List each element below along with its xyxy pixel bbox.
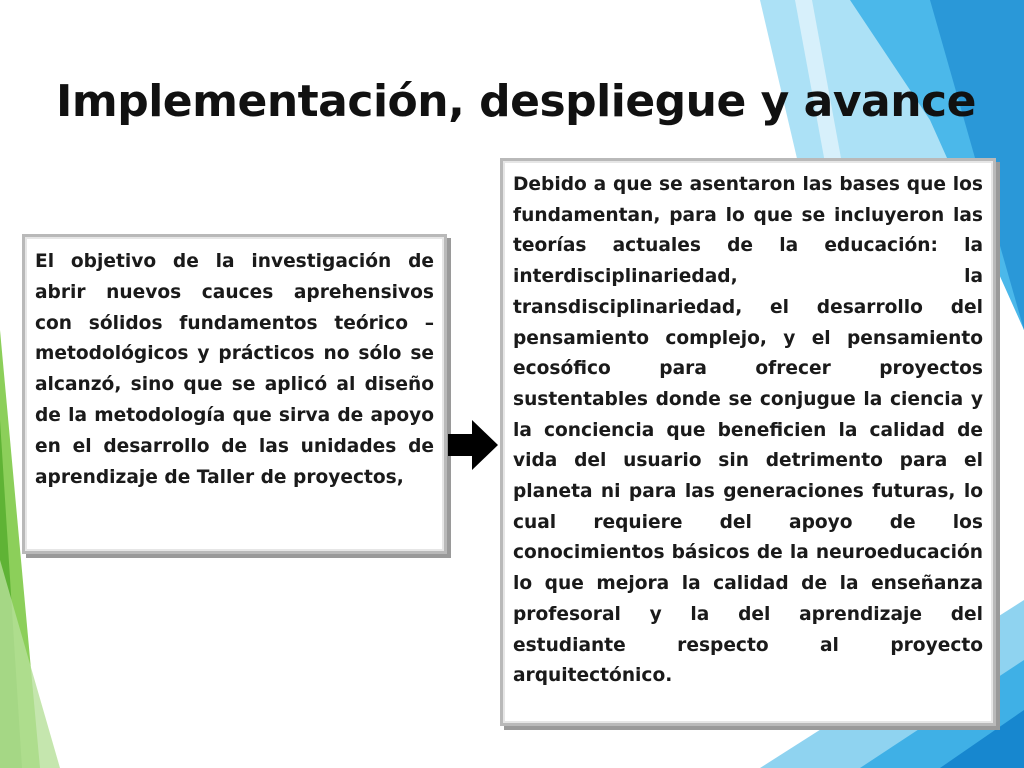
objective-text-box bbox=[22, 234, 447, 554]
slide-title: Implementación, despliegue y avance bbox=[56, 76, 976, 127]
explanation-text: Debido a que se asentaron las bases que los fundamentan, para lo que se incluyeron las teorías actuales de la educación: la interdisciplinariedad, la transdisciplinariedad, el desarrollo del pensamiento complejo, y el pensamiento ecosófico para ofrecer proyectos sustentables donde se conjugue la ciencia y la conciencia que beneficien la calidad de vida del usuario sin detrimento para el planeta ni para las generaciones futuras, lo cual requiere del apoyo de los conocimientos básicos de la neuroeducación lo que mejora la calidad de la enseñanza profesoral y la del aprendizaje del estudiante respecto al proyecto arquitectónico. bbox=[513, 174, 983, 687]
explanation-text-box bbox=[500, 158, 996, 726]
right-arrow-icon bbox=[446, 418, 500, 472]
objective-text: El objetivo de la investigación de abrir nuevos cauces aprehensivos con sólidos fundamentos teórico – metodológicos y prácticos no sólo se alcanzó, sino que se aplicó al diseño de la metodología que sirva de apoyo en el desarrollo de las unidades de aprendizaje de Taller de proyectos, bbox=[35, 251, 434, 488]
